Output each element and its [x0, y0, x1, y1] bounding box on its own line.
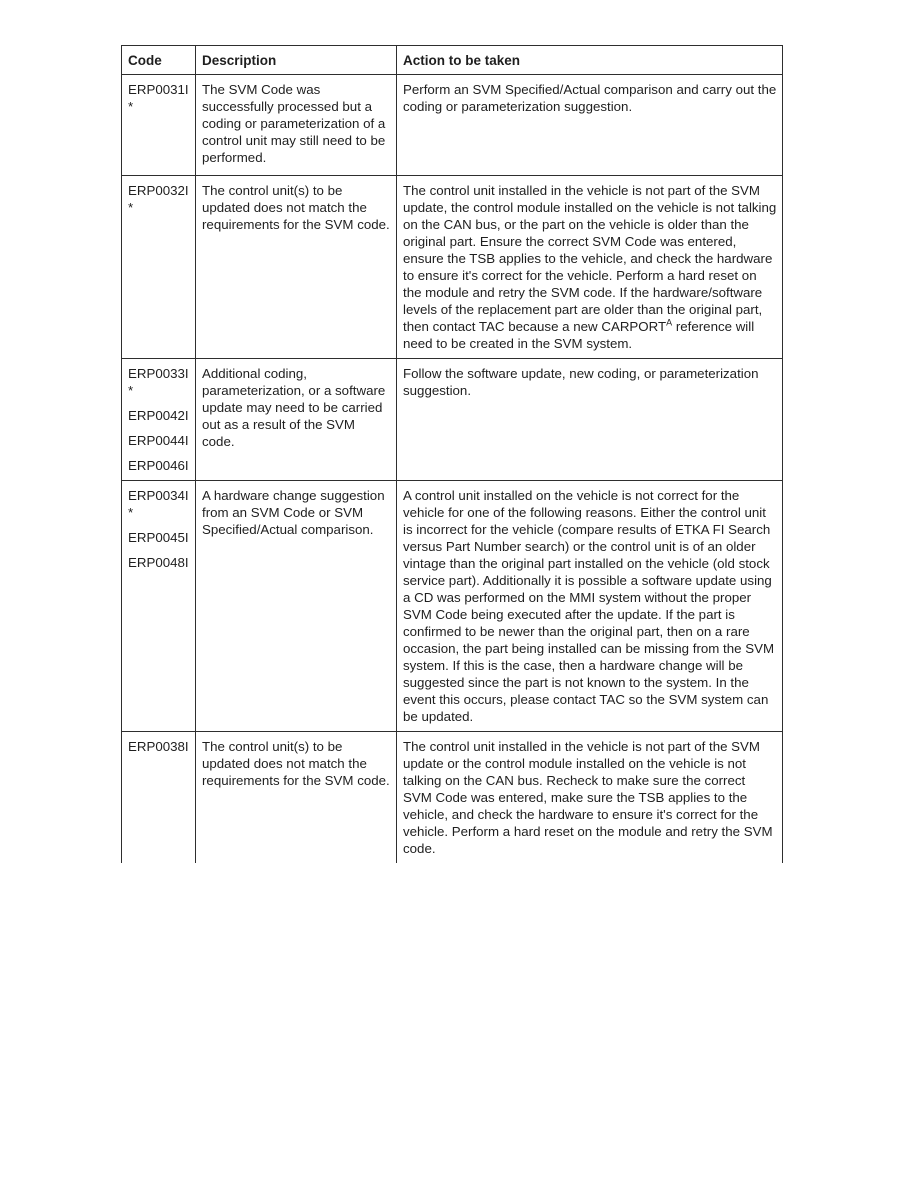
error-code-label: ERP0046I — [128, 458, 189, 473]
error-code — [128, 487, 190, 521]
error-code — [128, 81, 190, 115]
table-row — [122, 732, 783, 864]
error-code — [128, 529, 190, 546]
description-cell: The control unit(s) to be updated does not match the requirements for the SVM code. — [196, 732, 397, 864]
error-code-label: ERP0031I — [128, 82, 189, 97]
description-cell: The control unit(s) to be updated does not match the requirements for the SVM code. — [196, 176, 397, 359]
error-code — [128, 365, 190, 399]
code-cell — [122, 359, 196, 481]
description-cell: The SVM Code was successfully processed but a coding or parameterization of a control unit may still need to be performed. — [196, 75, 397, 176]
error-code — [128, 457, 190, 474]
action-cell: Follow the software update, new coding, or parameterization suggestion. — [397, 359, 783, 481]
svm-error-code-table — [121, 45, 783, 863]
asterisk-marker: * — [128, 383, 134, 398]
code-cell — [122, 481, 196, 732]
description-cell: Additional coding, parameterization, or a software update may need to be carried out as a result of the SVM code. — [196, 359, 397, 481]
action-cell: The control unit installed in the vehicle is not part of the SVM update or the control module installed on the vehicle is not talking on the CAN bus. Recheck to make sure the correct SVM Code was entered, make sure the TSB applies to the vehicle, and check the hardware to ensure it's correct for the vehicle. Perform a hard reset on the module and retry the SVM code. — [397, 732, 783, 864]
action-cell: Perform an SVM Specified/Actual comparison and carry out the coding or parameterization suggestion. — [397, 75, 783, 176]
table-row — [122, 176, 783, 359]
error-code-label: ERP0032I — [128, 183, 189, 198]
table-header-row — [122, 46, 783, 75]
error-code-label: ERP0034I — [128, 488, 189, 503]
column-header-action: Action to be taken — [397, 46, 783, 75]
error-code-label: ERP0038I — [128, 739, 189, 754]
action-cell: The control unit installed in the vehicle is not part of the SVM update, the control module installed on the vehicle is not talking on the CAN bus, or the part on the vehicle is older than the original part. Ensure the correct SVM Code was entered, ensure the TSB applies to the vehicle, and check the hardware to ensure it's correct for the vehicle. Perform a hard reset on the module and retry the SVM code. If the hardware/software levels of the replacement part are older than the original part, then contact TAC because a new $CARPORT^A$ reference will need to be created in the SVM system. — [397, 176, 783, 359]
error-code — [128, 738, 190, 755]
asterisk-marker: * — [128, 200, 134, 215]
asterisk-marker: * — [128, 505, 134, 520]
error-code — [128, 554, 190, 571]
superscript-reference: A — [666, 317, 673, 328]
table-row — [122, 75, 783, 176]
error-code — [128, 432, 190, 449]
description-cell: A hardware change suggestion from an SVM Code or SVM Specified/Actual comparison. — [196, 481, 397, 732]
error-code-label: ERP0033I — [128, 366, 189, 381]
error-code — [128, 182, 190, 216]
table-row — [122, 359, 783, 481]
column-header-code: Code — [122, 46, 196, 75]
code-cell — [122, 176, 196, 359]
error-code-label: ERP0045I — [128, 530, 189, 545]
table-row — [122, 481, 783, 732]
code-cell — [122, 75, 196, 176]
error-code — [128, 407, 190, 424]
error-code-label: ERP0042I — [128, 408, 189, 423]
error-code-label: ERP0048I — [128, 555, 189, 570]
asterisk-marker: * — [128, 99, 134, 114]
error-code-label: ERP0044I — [128, 433, 189, 448]
code-cell — [122, 732, 196, 864]
action-cell: A control unit installed on the vehicle is not correct for the vehicle for one of the following reasons. Either the control unit is incorrect for the vehicle (compare results of ETKA FI Search versus Part Number search) or the control unit is of an older vintage than the original part installed on the vehicle (old stock service part). Additionally it is possible a software update using a CD was performed on the MMI system without the proper SVM Code being executed after the update. If the part is confirmed to be newer than the original part, then on a rare occasion, the part being installed can be missing from the SVM system. If this is the case, then a hardware change will be suggested since the part is not known to the system. In the event this occurs, please contact TAC so the SVM system can be updated. — [397, 481, 783, 732]
table-body — [122, 75, 783, 864]
column-header-description: Description — [196, 46, 397, 75]
